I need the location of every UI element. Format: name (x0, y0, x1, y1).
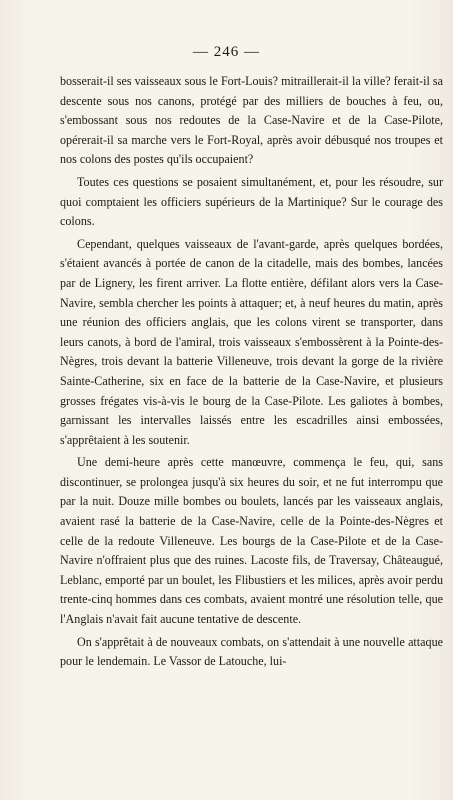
paragraph-2: Toutes ces questions se posaient simultanément, et, pour les résoudre, sur quoi comptaient les officiers supérieurs de la Martinique? Sur le courage des colons. (60, 174, 443, 229)
paragraph-3: Cependant, quelques vaisseaux de l'avant-garde, après quelques bordées, s'étaient avancés à portée de canon de la citadelle, mais des bombes, lancées par de Lignery, les firent arriver. La flotte entière, défilant alors vers la Case-Navire, sembla chercher les points à attaquer; et, à neuf heures du matin, après une réunion des officiers anglais, que les colons virent se transporter, dans leurs canots, à bord de l'amiral, trois vaisseaux s'embossèrent à la Pointe-des-Nègres, trois devant la batterie Villeneuve, trois devant la gorge de la rivière Sainte-Catherine, six en face de la batterie de la Case-Navire, et plusieurs grosses frégates vis-à-vis le bourg de la Case-Pilote. Les galiotes à bombes, garnissant les intervalles laissés entre les escadrilles ainsi embossées, s'apprêtaient à les soutenir. (60, 236, 443, 447)
body-text (60, 72, 443, 675)
paragraph-5: On s'apprêtait à de nouveaux combats, on s'attendait à une nouvelle attaque pour le lendemain. Le Vassor de Latouche, lui- (60, 634, 443, 669)
page-number: — 246 — (193, 44, 260, 60)
paragraph-1: bosserait-il ses vaisseaux sous le Fort-Louis? mitraillerait-il la ville? ferait-il sa descente sous nos canons, protégé par des milliers de bouches à feu, ou, s'embossant sous nos redoutes de la Case-Navire et de la Case-Pilote, opérerait-il sa marche vers le Fort-Royal, après avoir débusqué nos troupes et nos colons des postes qu'ils occupaient? (60, 74, 443, 167)
paragraph-4: Une demi-heure après cette manœuvre, commença le feu, qui, sans discontinuer, se prolongea jusqu'à six heures du soir, et ne fut interrompu que par la nuit. Douze mille bombes ou boulets, lancés par les vaisseaux anglais, avaient rasé la batterie de la Case-Navire, celle de la Pointe-des-Nègres et celle de la redoute Villeneuve. Les bourgs de la Case-Pilote et de la Case-Navire n'offraient plus que des ruines. Lacoste fils, de Traversay, Châteaugué, Leblanc, emporté par un boulet, les Flibustiers et les milices, après avoir perdu trente-cinq hommes dans ces combats, avaient montré une résolution telle, que l'Anglais n'avait fait aucune tentative de descente. (60, 455, 443, 627)
